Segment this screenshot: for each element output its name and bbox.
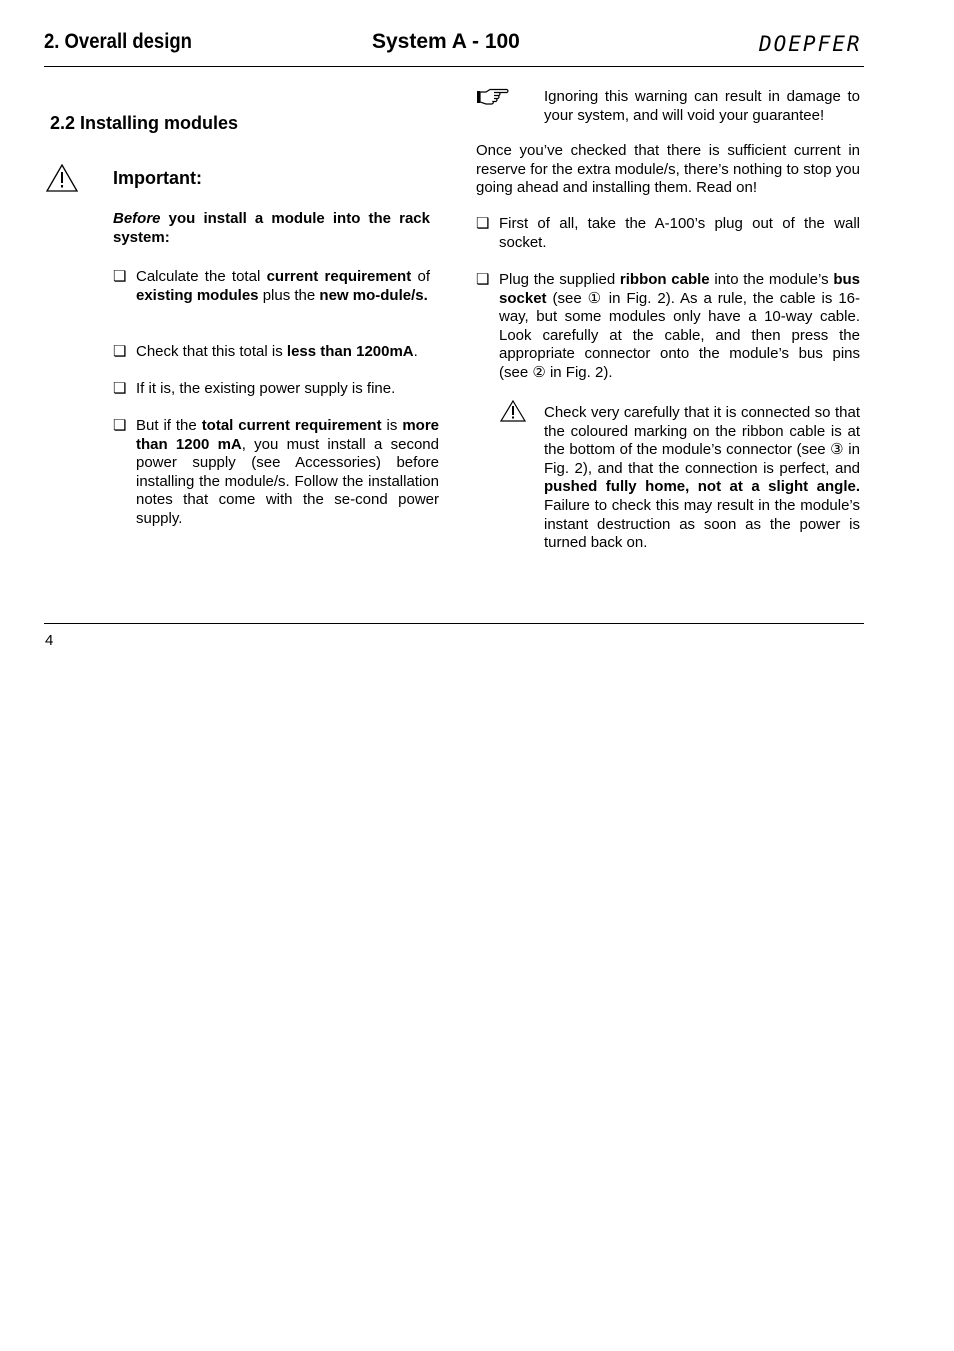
checkbox-bullet-icon: ❏: [113, 417, 127, 434]
text-bold: less than 1200mA: [286, 343, 414, 360]
left-bullet-4: [136, 417, 439, 529]
text-bold: bus socket: [499, 271, 860, 307]
text-bold: current requirement: [266, 268, 412, 285]
before-paragraph: [113, 210, 430, 247]
before-rest: you install a module into the rack system:: [113, 210, 430, 246]
text: into the module’s: [709, 271, 834, 288]
header-system-title: System A - 100: [372, 30, 520, 53]
before-emphasis: Before: [113, 210, 161, 227]
text: Check very carefully that it is connected so that the coloured marking on the ribbon cable is at the bottom of the module’s connector (see ③ in Fig. 2), and that the connection is perfect, and: [544, 404, 860, 477]
right-bullet-2: [499, 271, 860, 383]
doepfer-logo: DOEPFER: [759, 32, 862, 56]
warning-triangle-icon: [46, 164, 78, 192]
text: If it is, the existing power supply is fine.: [136, 380, 396, 397]
text: , you must install a second power supply (see Accessories) before installing the module/s. Follow the installation notes that come with the se-cond power supply.: [136, 435, 439, 527]
pointing-hand-icon: [476, 88, 510, 106]
header-section-title: 2. Overall design: [44, 30, 192, 53]
checkbox-bullet-icon: ❏: [476, 215, 490, 232]
check-paragraph: Once you’ve checked that there is sufficient current in reserve for the extra module/s, there’s nothing to stop you going ahead and installing them. Read on!: [476, 142, 860, 197]
checkbox-bullet-icon: ❏: [113, 343, 127, 360]
text: Calculate the total: [136, 268, 267, 285]
footer-rule: [44, 623, 864, 624]
text: Plug the supplied: [499, 271, 620, 288]
text: But if the: [136, 417, 202, 434]
important-label: Important:: [113, 168, 202, 188]
checkbox-bullet-icon: ❏: [476, 271, 490, 288]
text: (see ① in Fig. 2). As a rule, the cable is 16-way, but some modules only have a 10-way cable. Look carefully at the cable, and then press the appropriate connector onto the module’s bus pins (see ② in Fig. 2).: [499, 289, 860, 381]
text: Check that this total is: [136, 343, 287, 360]
right-bullet-1: First of all, take the A-100’s plug out of the wall socket.: [499, 215, 860, 251]
page-number: 4: [45, 632, 54, 649]
section-title: 2.2 Installing modules: [50, 113, 239, 133]
warning-paragraph: [544, 404, 860, 553]
left-bullet-3: [136, 380, 436, 399]
text: plus the: [258, 286, 320, 304]
text-bold: new mo-dule/s.: [319, 286, 428, 304]
warning-triangle-icon: [500, 400, 526, 422]
checkbox-bullet-icon: ❏: [113, 268, 127, 285]
text: Failure to check this may result in the module’s instant destruction as soon as the power is turned back on.: [544, 496, 860, 552]
text: of: [411, 268, 430, 285]
text: is: [381, 417, 403, 434]
text-bold: pushed fully home, not at a slight angle.: [544, 478, 860, 496]
text: .: [413, 343, 418, 360]
left-bullet-2: [136, 343, 446, 362]
header-rule: [44, 66, 864, 67]
text-bold: more than 1200 mA: [136, 417, 440, 453]
checkbox-bullet-icon: ❏: [113, 380, 127, 397]
text-bold: existing modules: [136, 286, 259, 304]
note-text: Ignoring this warning can result in damage to your system, and will void your guarantee!: [544, 88, 860, 124]
text-bold: ribbon cable: [619, 271, 710, 288]
text-bold: total current requirement: [201, 417, 382, 434]
left-bullet-1: [136, 268, 430, 305]
